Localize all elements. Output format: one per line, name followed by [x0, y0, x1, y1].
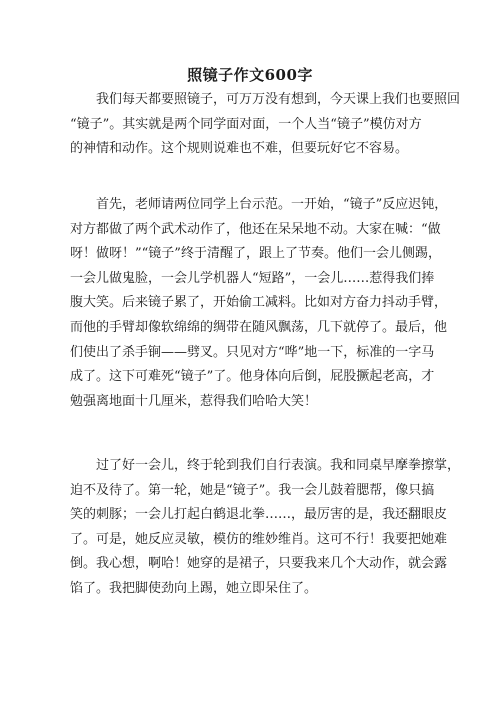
paragraph-line: 过了好一会儿，终于轮到我们自行表演。我和同桌早摩拳擦掌，: [70, 458, 461, 473]
paragraph-line: “镜子”。其实就是两个同学面对面，一个人当“镜子”模仿对方: [70, 116, 422, 132]
paragraph-line: 首先，老师请两位同学上台示范。一开始，“镜子”反应迟钝，: [70, 197, 448, 212]
paragraph-line: 勉强离地面十几厘米，惹得我们哈哈大笑！: [70, 393, 318, 409]
paragraph-line: 腹大笑。后来镜子累了，开始偷工减料。比如对方奋力抖动手臂，: [70, 295, 448, 311]
paragraph-line: 对方都做了两个武术动作了，他还在呆呆地不动。大家在喊：“做: [70, 221, 441, 237]
paragraph-line: 了。可是，她反应灵敏，模仿的维妙维肖。这可不行！我要把她难: [70, 531, 448, 547]
paragraph-line: 的神情和动作。这个规则说难也不难，但要玩好它不容易。: [70, 141, 409, 157]
paragraph-line: 们使出了杀手锏——劈叉。只见对方“哗”地一下，标准的一字马: [70, 344, 435, 360]
paragraph-line: 迫不及待了。第一轮，她是“镜子”。我一会儿鼓着腮帮，像只搞: [70, 482, 435, 498]
paragraph-line: 成了。这下可难死“镜子”了。他身体向后倒，屁股撅起老高，才: [70, 369, 435, 385]
paragraph-1: [70, 88, 461, 162]
paragraph-line: 呀！做呀！”“镜子”终于清醒了，跟上了节奏。他们一会儿侧踢，: [70, 246, 441, 262]
paragraph-line: 我们每天都要照镜子，可万万没有想到，今天课上我们也要照回: [70, 92, 461, 107]
paragraph-3: [70, 454, 461, 602]
document-title: 照镜子作文600字: [187, 66, 313, 84]
paragraph-line: 一会儿做鬼脸，一会儿学机器人“短路”，一会儿……惹得我们捧: [70, 270, 435, 286]
paragraph-line: 倒。我心想，啊哈！她穿的是裙子，只要我来几个大动作，就会露: [70, 556, 448, 572]
paragraph-line: 笑的刺豚；一会儿打起白鹤退北拳……，最厉害的是，我还翻眼皮: [70, 507, 448, 523]
paragraph-2: [70, 193, 448, 414]
paragraph-line: 而他的手臂却像软绵绵的绸带在随风飘荡，几下就停了。最后，他: [70, 319, 448, 335]
paragraph-line: 馅了。我把脚使劲向上踢，她立即呆住了。: [70, 580, 318, 596]
